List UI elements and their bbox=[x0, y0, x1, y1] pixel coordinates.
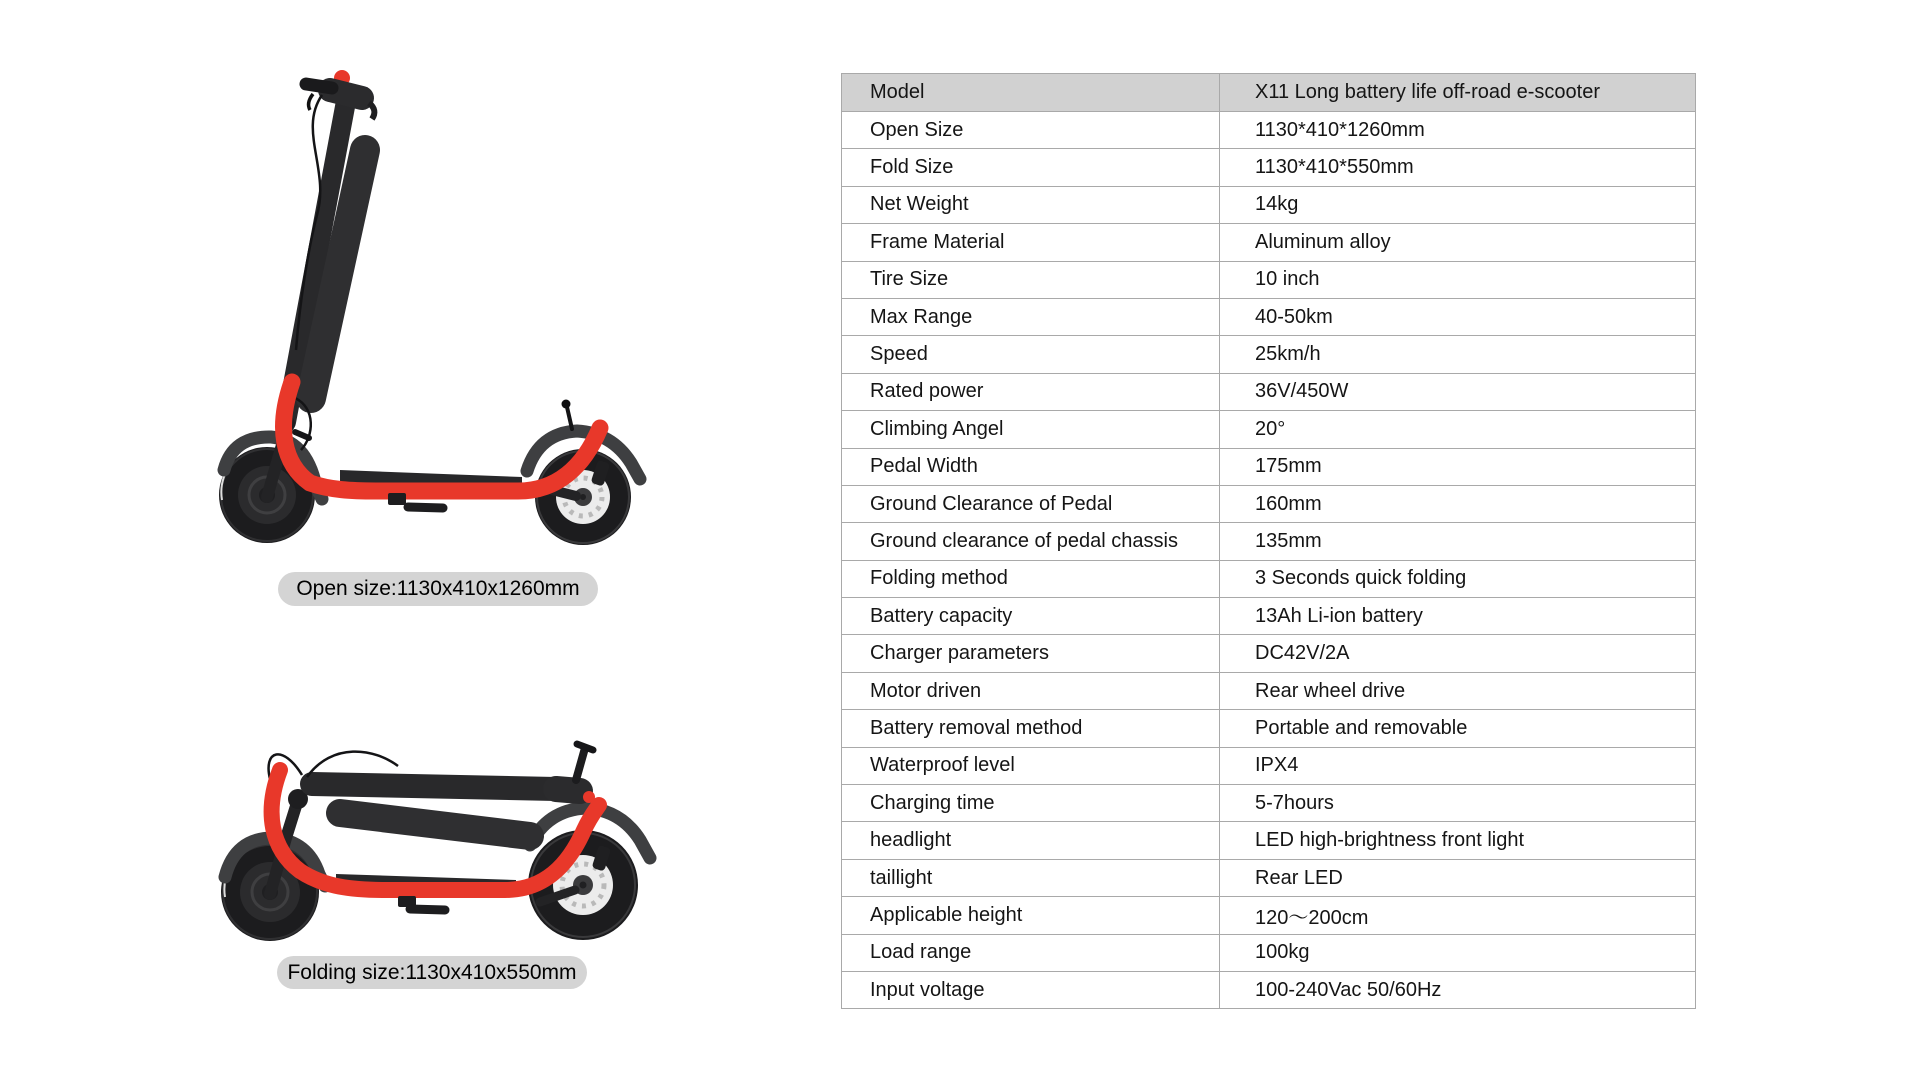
spec-row bbox=[842, 112, 1696, 149]
spec-label: Open Size bbox=[842, 112, 1220, 149]
spec-value: 100-240Vac 50/60Hz bbox=[1220, 971, 1696, 1008]
spec-value: 1130*410*1260mm bbox=[1220, 112, 1696, 149]
spec-table bbox=[841, 73, 1696, 1009]
spec-value: 120～200cm bbox=[1220, 897, 1696, 934]
spec-value: 135mm bbox=[1220, 523, 1696, 560]
spec-row bbox=[842, 859, 1696, 896]
spec-value: 13Ah Li-ion battery bbox=[1220, 598, 1696, 635]
spec-row bbox=[842, 560, 1696, 597]
spec-value: 160mm bbox=[1220, 485, 1696, 522]
spec-row bbox=[842, 224, 1696, 261]
spec-label: headlight bbox=[842, 822, 1220, 859]
spec-value: Rear wheel drive bbox=[1220, 672, 1696, 709]
spec-table-body bbox=[842, 112, 1696, 1009]
spec-label: Net Weight bbox=[842, 186, 1220, 223]
taillight-antenna bbox=[562, 400, 573, 430]
spec-value: Rear LED bbox=[1220, 859, 1696, 896]
spec-value: IPX4 bbox=[1220, 747, 1696, 784]
spec-row bbox=[842, 411, 1696, 448]
spec-label: Motor driven bbox=[842, 672, 1220, 709]
spec-value: 40-50km bbox=[1220, 298, 1696, 335]
spec-header-row bbox=[842, 74, 1696, 112]
spec-label: Tire Size bbox=[842, 261, 1220, 298]
spec-value: 36V/450W bbox=[1220, 373, 1696, 410]
spec-value: 3 Seconds quick folding bbox=[1220, 560, 1696, 597]
spec-label: Charging time bbox=[842, 785, 1220, 822]
spec-value: DC42V/2A bbox=[1220, 635, 1696, 672]
spec-label: Ground clearance of pedal chassis bbox=[842, 523, 1220, 560]
spec-label: Pedal Width bbox=[842, 448, 1220, 485]
spec-label: Folding method bbox=[842, 560, 1220, 597]
spec-label: taillight bbox=[842, 859, 1220, 896]
spec-label: Climbing Angel bbox=[842, 411, 1220, 448]
spec-label: Max Range bbox=[842, 298, 1220, 335]
stem-folded bbox=[312, 784, 556, 789]
spec-row bbox=[842, 298, 1696, 335]
scooter-open-figure bbox=[210, 66, 650, 566]
spec-row bbox=[842, 934, 1696, 971]
spec-row bbox=[842, 373, 1696, 410]
spec-row bbox=[842, 261, 1696, 298]
spec-label: Applicable height bbox=[842, 897, 1220, 934]
spec-row bbox=[842, 822, 1696, 859]
open-size-caption: Open size:1130x410x1260mm bbox=[278, 572, 598, 606]
scooter-folded-illustration bbox=[215, 698, 785, 953]
spec-value: Aluminum alloy bbox=[1220, 224, 1696, 261]
spec-value: 5-7hours bbox=[1220, 785, 1696, 822]
spec-row bbox=[842, 485, 1696, 522]
spec-value: 100kg bbox=[1220, 934, 1696, 971]
spec-label: Rated power bbox=[842, 373, 1220, 410]
spec-label: Ground Clearance of Pedal bbox=[842, 485, 1220, 522]
scooter-folded-figure bbox=[215, 698, 785, 953]
spec-label: Waterproof level bbox=[842, 747, 1220, 784]
spec-value: 10 inch bbox=[1220, 261, 1696, 298]
spec-value: 1130*410*550mm bbox=[1220, 149, 1696, 186]
spec-label: Frame Material bbox=[842, 224, 1220, 261]
spec-row bbox=[842, 598, 1696, 635]
spec-label: Charger parameters bbox=[842, 635, 1220, 672]
spec-label: Load range bbox=[842, 934, 1220, 971]
spec-value: 14kg bbox=[1220, 186, 1696, 223]
spec-row bbox=[842, 523, 1696, 560]
spec-header-value: X11 Long battery life off-road e-scooter bbox=[1220, 74, 1696, 112]
kickstand bbox=[398, 896, 445, 910]
scooter-open-illustration bbox=[210, 66, 650, 566]
spec-row bbox=[842, 336, 1696, 373]
spec-row bbox=[842, 672, 1696, 709]
spec-label: Battery capacity bbox=[842, 598, 1220, 635]
spec-row bbox=[842, 747, 1696, 784]
spec-header-label: Model bbox=[842, 74, 1220, 112]
spec-value: 25km/h bbox=[1220, 336, 1696, 373]
spec-row bbox=[842, 971, 1696, 1008]
spec-row bbox=[842, 897, 1696, 934]
spec-row bbox=[842, 448, 1696, 485]
spec-table-container bbox=[841, 73, 1696, 1009]
spec-value: 175mm bbox=[1220, 448, 1696, 485]
spec-label: Fold Size bbox=[842, 149, 1220, 186]
folding-size-caption: Folding size:1130x410x550mm bbox=[277, 956, 587, 989]
spec-label: Input voltage bbox=[842, 971, 1220, 1008]
spec-value: LED high-brightness front light bbox=[1220, 822, 1696, 859]
battery-pack bbox=[340, 813, 530, 836]
spec-label: Battery removal method bbox=[842, 710, 1220, 747]
spec-row bbox=[842, 785, 1696, 822]
spec-value: Portable and removable bbox=[1220, 710, 1696, 747]
spec-row bbox=[842, 710, 1696, 747]
stem-head bbox=[556, 789, 580, 791]
spec-row bbox=[842, 635, 1696, 672]
spec-label: Speed bbox=[842, 336, 1220, 373]
spec-row bbox=[842, 149, 1696, 186]
spec-value: 20° bbox=[1220, 411, 1696, 448]
spec-row bbox=[842, 186, 1696, 223]
